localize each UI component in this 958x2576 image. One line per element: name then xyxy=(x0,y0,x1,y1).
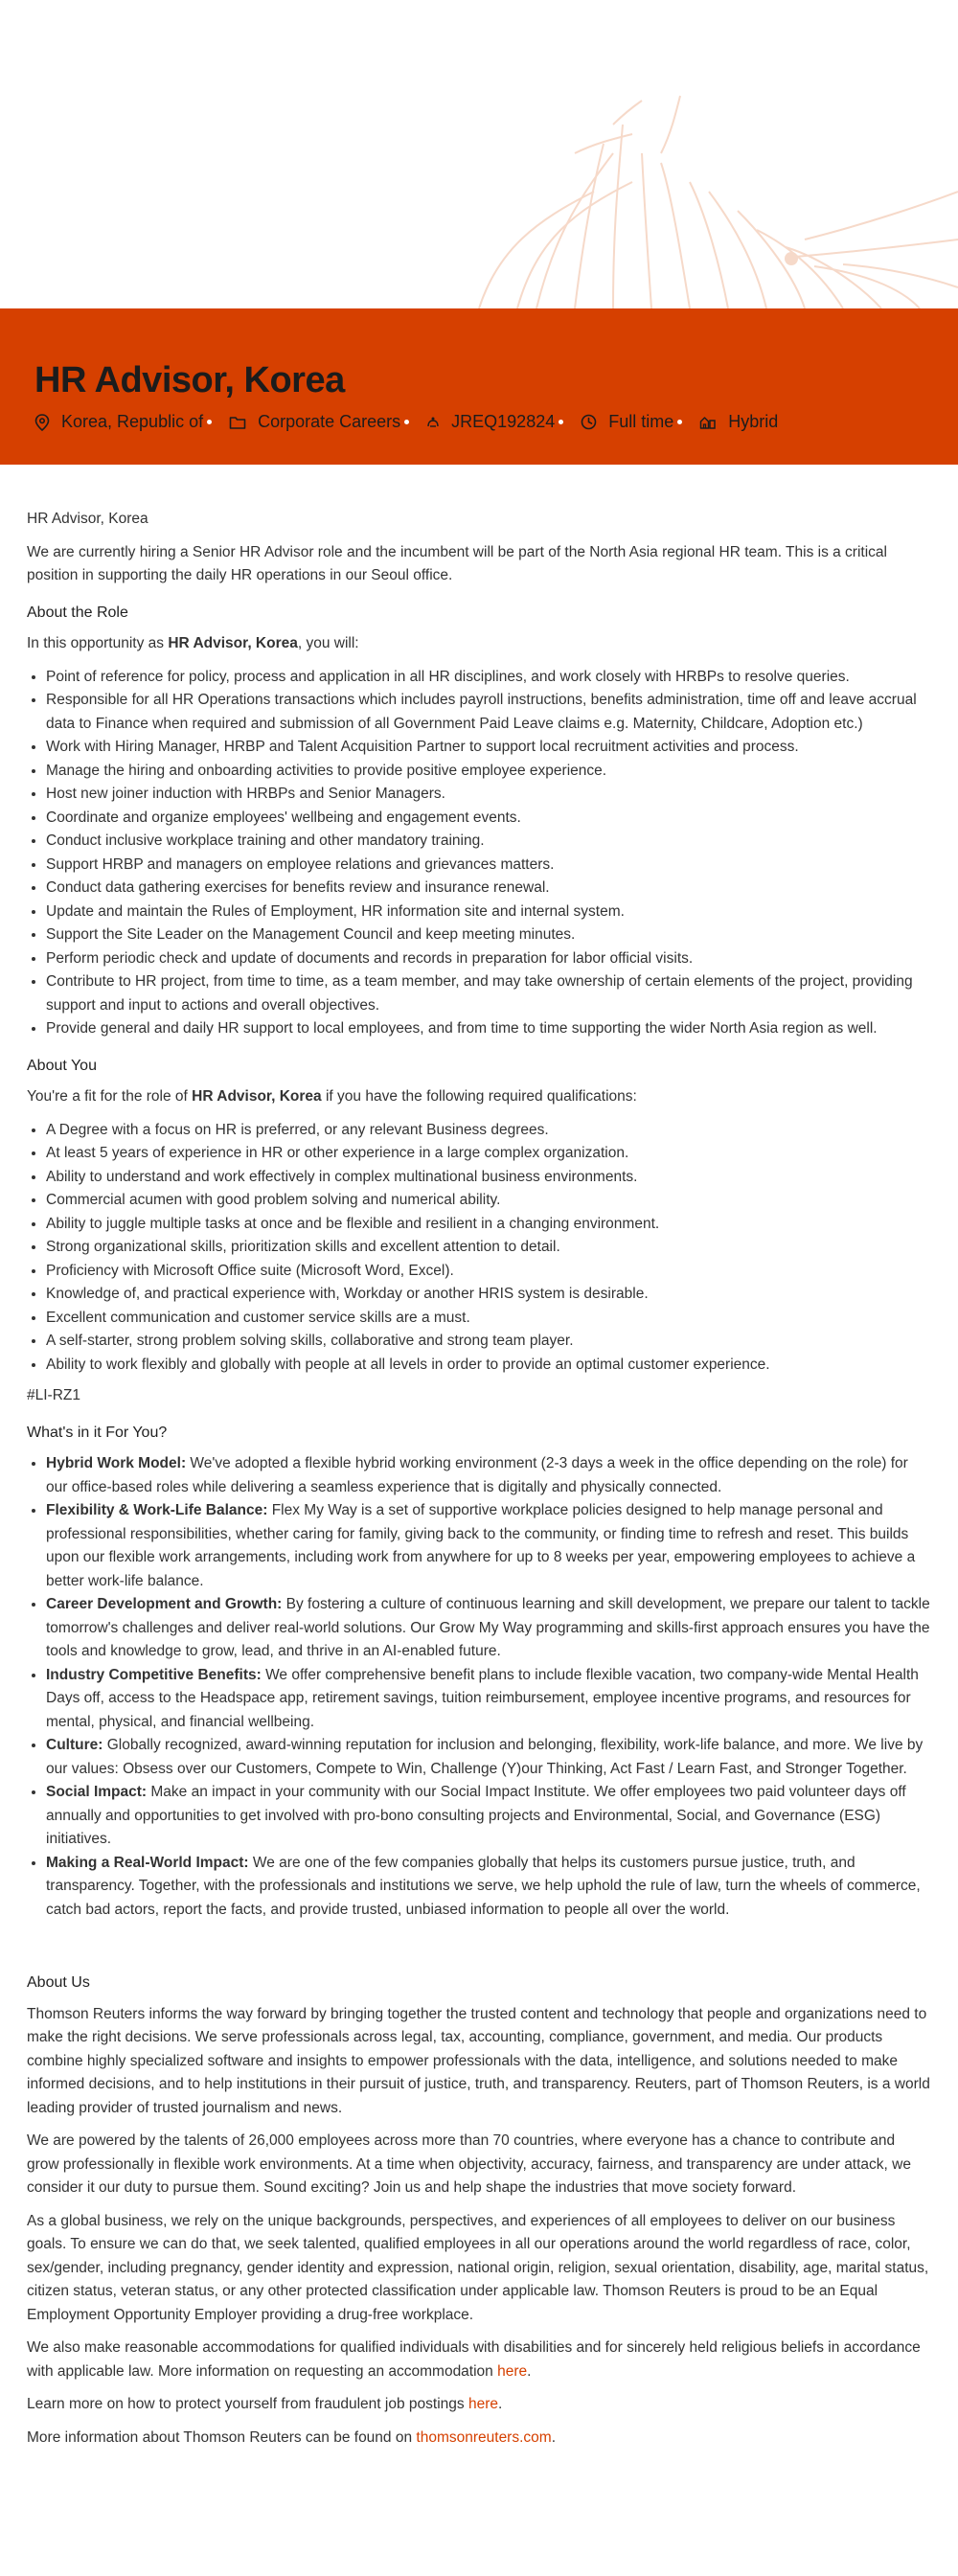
list-item: • Host new joiner induction with HRBPs and Senior Managers. xyxy=(46,783,931,807)
perk-item: • Hybrid Work Model: We've adopted a flexible hybrid working environment (2-3 days a week in the office depending on the role) for our office-based roles while delivering a seamless experience that is digitally and physically connected. xyxy=(46,1452,931,1499)
responsibilities-list xyxy=(27,666,931,1041)
perk-item: • Career Development and Growth: By fostering a culture of continuous learning and skill development, we prepare our talent to tackle tomorrow's challenges and deliver real-world solutions. Our Grow My Way programming and skills-first approach ensures you have the tools and knowledge to grow, lead, and thrive in an AI-enabled future. xyxy=(46,1593,931,1664)
list-item: • Contribute to HR project, from time to time, as a team member, and may take ownership of certain elements of the project, providing support and input to actions and overall objectives. xyxy=(46,970,931,1017)
meta-separator xyxy=(677,420,682,424)
list-item: • Conduct data gathering exercises for benefits review and insurance renewal. xyxy=(46,877,931,900)
list-item: • Responsible for all HR Operations transactions which includes payroll instructions, benefits administration, time off and leave accrual data to Finance when required and submission of all Government Paid Leave claims e.g. Maternity, Childcare, Adoption etc.) xyxy=(46,689,931,736)
meta-category-text: Corporate Careers xyxy=(258,412,401,431)
hybrid-icon xyxy=(699,414,717,431)
list-item: • Work with Hiring Manager, HRBP and Talent Acquisition Partner to support local recruitment activities and process. xyxy=(46,736,931,760)
meta-job-id-text: JREQ192824 xyxy=(451,412,556,431)
perk-item: • Culture: Globally recognized, award-winning reputation for inclusion and belonging, flexibility, work-life balance, and more. We live by our values: Obsess over our Customers, Compete to Win, Challenge (Y)our Thinking, Act Fast / Learn Fast, and Stronger Together. xyxy=(46,1734,931,1781)
list-item: • Provide general and daily HR support to local employees, and from time to time supporting the wider North Asia region as well. xyxy=(46,1017,931,1041)
list-item: • Knowledge of, and practical experience with, Workday or another HRIS system is desirable. xyxy=(46,1283,931,1307)
list-item: • Coordinate and organize employees' wellbeing and engagement events. xyxy=(46,807,931,831)
perk-item: • Flexibility & Work-Life Balance: Flex My Way is a set of supportive workplace policies designed to help manage personal and professional responsibilities, whether caring for family, giving back to the community, or finding time to refresh and reset. This builds upon our flexible work arrangements, including work from anywhere for up to 8 weeks per year, empowering employees to achieve a better work-life balance. xyxy=(46,1499,931,1593)
meta-separator xyxy=(207,420,212,424)
section-spacer xyxy=(27,1929,931,1958)
list-item: • Ability to work flexibly and globally with people at all levels in order to provide an optimal customer experience. xyxy=(46,1354,931,1378)
list-item: • Commercial acumen with good problem solving and numerical ability. xyxy=(46,1189,931,1213)
about-role-heading: About the Role xyxy=(27,604,128,621)
list-item: • A self-starter, strong problem solving skills, collaborative and strong team player. xyxy=(46,1330,931,1354)
id-badge-icon xyxy=(426,416,440,429)
fraud-paragraph: Learn more on how to protect yourself from fraudulent job postings here. xyxy=(27,2396,503,2412)
accommodation-link[interactable]: here xyxy=(497,2362,528,2380)
description-heading: HR Advisor, Korea xyxy=(27,511,148,527)
job-meta-row xyxy=(34,412,778,432)
meta-separator xyxy=(559,420,563,424)
job-tag: #LI-RZ1 xyxy=(27,1387,80,1403)
perk-item: • Industry Competitive Benefits: We offer comprehensive benefit plans to include flexible vacation, two company-wide Mental Health Days off, access to the Headspace app, retirement savings, tuition reimbursement, employee incentive programs, and resources for mental, physical, and financial wellbeing. xyxy=(46,1664,931,1735)
meta-location xyxy=(34,412,203,432)
about-us-paragraph: As a global business, we rely on the unique backgrounds, perspectives, and experiences of all employees to deliver on our business goals. To ensure we can do that, we seek talented, qualified employees in all our operations around the world regardless of race, color, sex/gender, including pregnancy, gender identity and expression, national origin, religion, sexual orientation, disability, age, marital status, citizen status, veteran status, or any other protected classification under applicable law. Thomson Reuters is proud to be an Equal Employment Opportunity Employer providing a drug-free workplace. xyxy=(27,2212,929,2323)
list-item: • Conduct inclusive workplace training and other mandatory training. xyxy=(46,830,931,854)
perk-item: • Social Impact: Make an impact in your community with our Social Impact Institute. We offer employees two paid volunteer days off annually and opportunities to get involved with pro-bono consulting projects and Environmental, Social, and Governance (ESG) initiatives. xyxy=(46,1781,931,1852)
about-us-paragraph: We are powered by the talents of 26,000 employees across more than 70 countries, where everyone has a chance to contribute and grow professionally in flexible work environments. At a time when objectivity, accuracy, fairness, and transparency are under attack, we consider it our duty to pursue them. Sound exciting? Join us and help shape the industries that move society forward. xyxy=(27,2132,911,2196)
perks-list xyxy=(27,1452,931,1922)
location-pin-icon xyxy=(34,414,50,431)
meta-work-mode xyxy=(699,412,778,432)
meta-category xyxy=(229,412,400,432)
clock-icon xyxy=(581,414,597,430)
list-item: • A Degree with a focus on HR is preferred, or any relevant Business degrees. xyxy=(46,1119,931,1143)
list-item: • Excellent communication and customer service skills are a must. xyxy=(46,1307,931,1331)
about-us-heading: About Us xyxy=(27,1974,90,1991)
list-item: • Proficiency with Microsoft Office suite (Microsoft Word, Excel). xyxy=(46,1260,931,1284)
list-item: • Strong organizational skills, prioritization skills and excellent attention to detail. xyxy=(46,1236,931,1260)
about-you-heading: About You xyxy=(27,1057,97,1074)
about-us-paragraph: Thomson Reuters informs the way forward by bringing together the trusted content and technology that people and organizations need to make the right decisions. We serve professionals across legal, tax, accounting, compliance, government, and media. Our products combine highly specialized software and insights to empower professionals with the data, intelligence, and solutions needed to make informed decisions, and to help institutions in their pursuit of justice, truth, and transparency. Reuters, part of Thomson Reuters, is a world leading provider of trusted journalism and news. xyxy=(27,2005,930,2116)
about-you-lead: You're a fit for the role of HR Advisor, Korea if you have the following required qualifications: xyxy=(27,1088,637,1105)
job-header-banner xyxy=(0,308,958,465)
company-site-link[interactable]: thomsonreuters.com xyxy=(416,2428,552,2446)
list-item: • Support the Site Leader on the Management Council and keep meeting minutes. xyxy=(46,923,931,947)
hero-decorative-art xyxy=(0,0,958,308)
list-item: • Ability to juggle multiple tasks at once and be flexible and resilient in a changing environment. xyxy=(46,1213,931,1237)
job-description xyxy=(27,508,931,2459)
job-title: HR Advisor, Korea xyxy=(34,360,345,400)
list-item: • Manage the hiring and onboarding activities to provide positive employee experience. xyxy=(46,760,931,784)
list-item: • At least 5 years of experience in HR or other experience in a large complex organization. xyxy=(46,1142,931,1166)
perk-item: • Making a Real-World Impact: We are one of the few companies globally that helps its customers pursue justice, truth, and transparency. Together, with the professionals and institutions we serve, we help uphold the rule of law, turn the wheels of commerce, catch bad actors, report the facts, and provide trusted, unbiased information to people all over the world. xyxy=(46,1852,931,1923)
list-item: • Point of reference for policy, process and application in all HR disciplines, and work closely with HRBPs to resolve queries. xyxy=(46,666,931,690)
meta-location-text: Korea, Republic of xyxy=(61,412,204,431)
meta-work-mode-text: Hybrid xyxy=(728,412,779,431)
list-item: • Update and maintain the Rules of Employment, HR information site and internal system. xyxy=(46,900,931,924)
qualifications-list xyxy=(27,1119,931,1378)
about-role-lead: In this opportunity as HR Advisor, Korea, you will: xyxy=(27,635,359,651)
more-info-paragraph: More information about Thomson Reuters can be found on thomsonreuters.com. xyxy=(27,2428,556,2446)
accommodation-paragraph: We also make reasonable accommodations for qualified individuals with disabilities and for sincerely held religious beliefs in accordance with applicable law. More information on requesting an accommodation here. xyxy=(27,2339,921,2380)
folder-icon xyxy=(229,415,246,430)
meta-separator xyxy=(404,420,409,424)
intro-paragraph: We are currently hiring a Senior HR Advisor role and the incumbent will be part of the North Asia regional HR team. This is a critical position in supporting the daily HR operations in our Seoul office. xyxy=(27,543,887,583)
list-item: • Support HRBP and managers on employee relations and grievances matters. xyxy=(46,854,931,878)
fraud-info-link[interactable]: here xyxy=(468,2396,498,2412)
list-item: • Ability to understand and work effectively in complex multinational business environments. xyxy=(46,1166,931,1190)
perks-heading: What's in it For You? xyxy=(27,1424,168,1441)
list-item: • Perform periodic check and update of documents and records in preparation for labor official visits. xyxy=(46,947,931,971)
meta-job-id xyxy=(426,412,555,432)
meta-job-type-text: Full time xyxy=(608,412,674,431)
meta-job-type xyxy=(581,412,673,432)
